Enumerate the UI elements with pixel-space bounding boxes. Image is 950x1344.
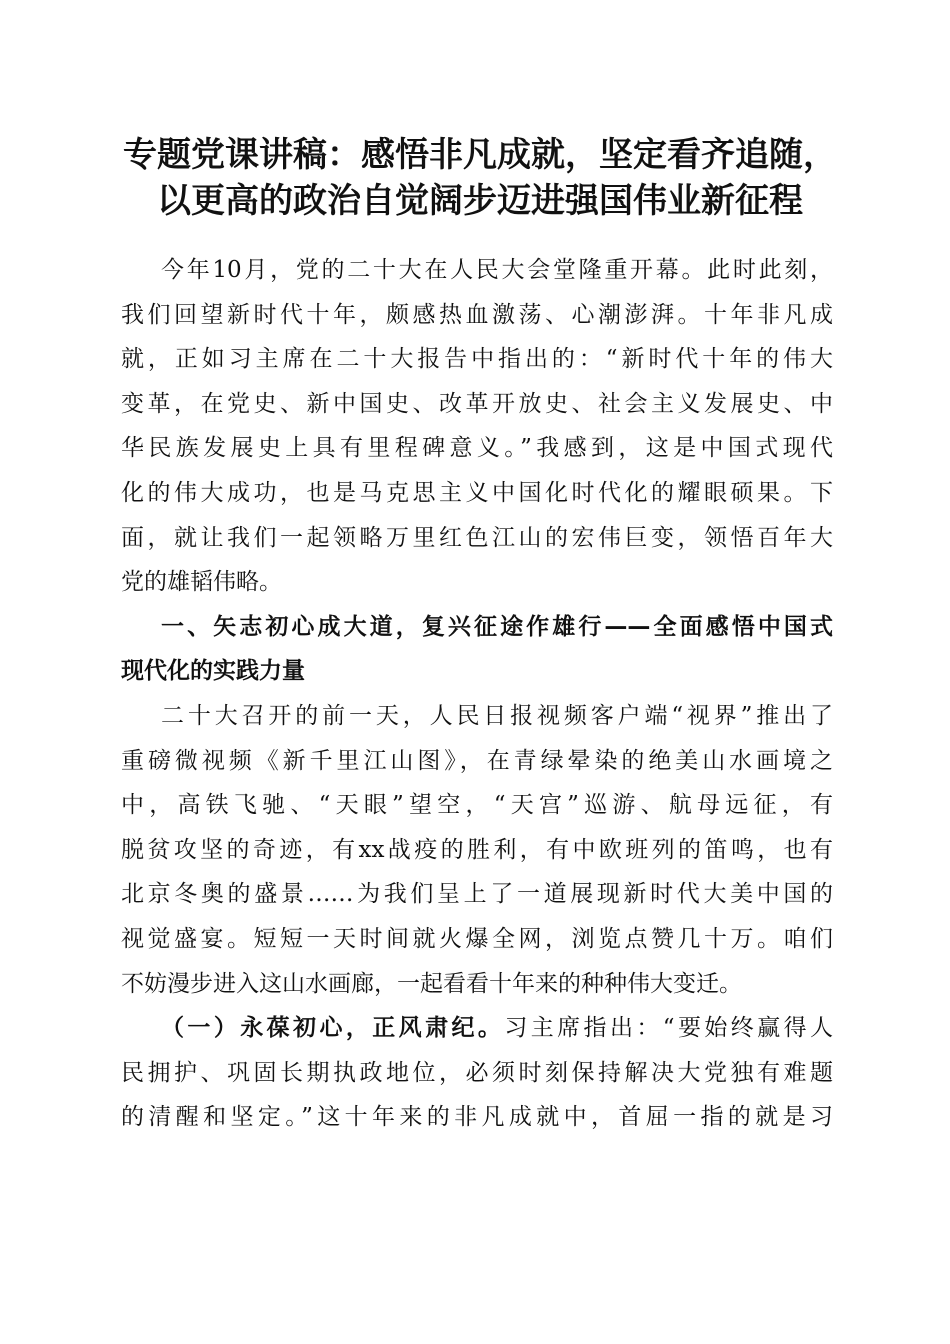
text-line: 华民族发展史上具有里程碑意义。”我感到，这是中国式现代 (121, 435, 833, 462)
text-line: 就，正如习主席在二十大报告中指出的：“新时代十年的伟大 (121, 346, 833, 373)
paragraph-subsection1 (121, 1006, 833, 1140)
text-line: 今年10月，党的二十大在人民大会堂隆重开幕。此时此刻， (161, 257, 833, 283)
text-line: 党的雄韬伟略。 (121, 569, 282, 596)
subsection-lead: （一）永葆初心，正风肃纪。 (161, 1014, 505, 1042)
text-line: 北京冬奥的盛景……为我们呈上了一道展现新时代大美中国的 (121, 881, 833, 908)
document-title (100, 132, 860, 224)
text-line: 面，就让我们一起领略万里红色江山的宏伟巨变，领悟百年大 (121, 524, 833, 551)
subsection-text: 习主席指出：“要始终赢得人 (504, 1015, 833, 1042)
paragraph-section1 (121, 694, 833, 1006)
text-line: 的清醒和坚定。”这十年来的非凡成就中，首屈一指的就是习 (121, 1104, 833, 1131)
text-line: 民拥护、巩固长期执政地位，必须时刻保持解决大党独有难题 (121, 1059, 833, 1086)
text-line: 化的伟大成功，也是马克思主义中国化时代化的耀眼硕果。下 (121, 479, 833, 506)
text-line: 中，高铁飞驰、“天眼”望空，“天宫”巡游、航母远征，有 (121, 792, 833, 819)
text-line: 脱贫攻坚的奇迹，有xx战疫的胜利，有中欧班列的笛鸣，也有 (121, 836, 833, 863)
section-heading-1 (121, 605, 833, 694)
text-line: 视觉盛宴。短短一天时间就火爆全网，浏览点赞几十万。咱们 (121, 925, 833, 952)
document-body (121, 248, 833, 1140)
paragraph-intro (121, 248, 833, 605)
title-line: 专题党课讲稿：感悟非凡成就，坚定看齐追随， (123, 135, 837, 175)
heading-line: 一、矢志初心成大道，复兴征途作雄行——全面感悟中国式 (161, 613, 833, 640)
text-line: 二十大召开的前一天，人民日报视频客户端“视界”推出了 (161, 702, 833, 729)
text-line: 我们回望新时代十年，颇感热血激荡、心潮澎湃。十年非凡成 (121, 301, 833, 328)
text-line: 不妨漫步进入这山水画廊，一起看看十年来的种种伟大变迁。 (121, 970, 742, 997)
heading-line: 现代化的实践力量 (121, 658, 305, 685)
text-line: 变革，在党史、新中国史、改革开放史、社会主义发展史、中 (121, 390, 833, 417)
title-line: 以更高的政治自觉阔步迈进强国伟业新征程 (157, 181, 803, 221)
text-line (121, 1006, 833, 1051)
text-line: 重磅微视频《新千里江山图》，在青绿晕染的绝美山水画境之 (121, 747, 833, 774)
